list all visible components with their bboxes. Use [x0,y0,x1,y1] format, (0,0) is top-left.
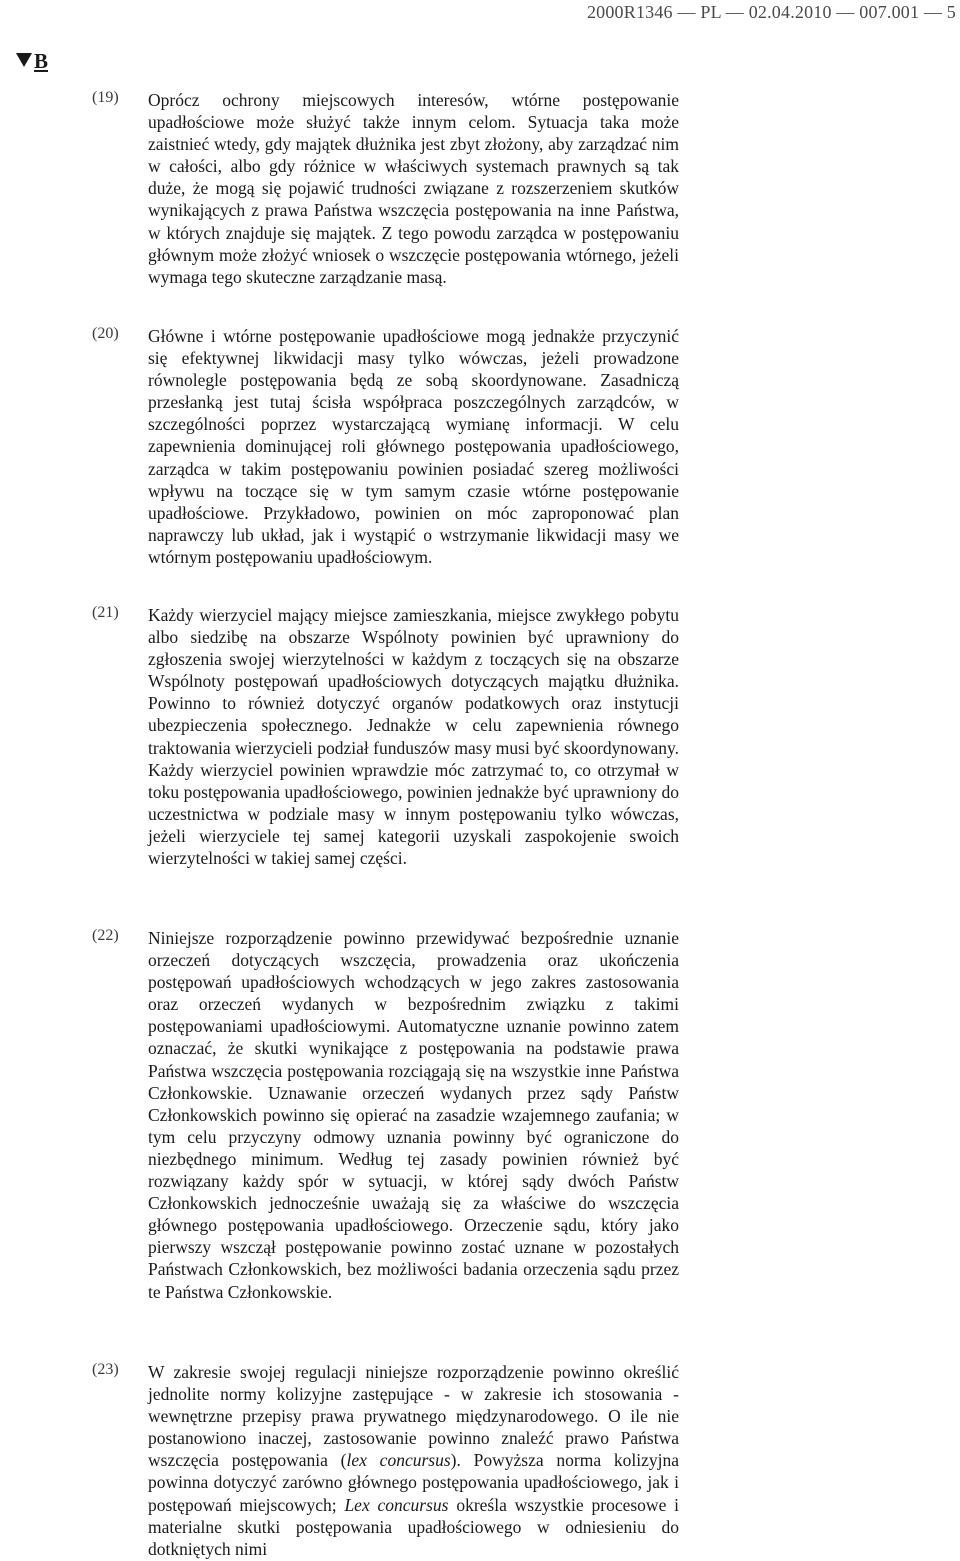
recital-text-part: ). Powyższa norma kolizyjna powinna dotyczyć zarówno głównego postępowania upadłościowego, jak i postępowań miejscowych; [148,1450,679,1515]
recital-number: (21) [92,604,119,621]
recital-number: (22) [92,927,119,944]
amendment-marker [16,49,48,74]
recital-text: Oprócz ochrony miejscowych interesów, wtórne postępowanie upadłościowe może służyć także innym celom. Sytuacja taka może zaistnieć wtedy, gdy majątek dłużnika jest zbyt złożony, aby zarządzać nim w całości, albo gdy różnice w właściwych systemach prawnych są tak duże, że mogą się pojawić trudności związane z rozszerzeniem skutków wynikających z prawa Państwa wszczęcia postępowania na inne Państwa, w których znajduje się majątek. Z tego powodu zarządca w postępowaniu głównym może złożyć wniosek o wszczęcie postępowania wtórnego, jeżeli wymaga tego skuteczne zarządzanie masą. [148,90,679,287]
latin-term: lex concursus [346,1450,451,1471]
document-reference-header: 2000R1346 — PL — 02.04.2010 — 007.001 — 5 [586,2,956,22]
latin-term: Lex concursus [344,1494,449,1515]
recital-number: (23) [92,1361,119,1378]
recital-text: Każdy wierzyciel mający miejsce zamieszkania, miejsce zwykłego pobytu albo siedzibę na obszarze Wspólnoty powinien być uprawniony do zgłoszenia swojej wierzytelności w każdym z toczących się na obszarze Wspólnoty postępowań upadłościowych dotyczących majątku dłużnika. Powinno to również dotyczyć organów podatkowych oraz instytucji ubezpieczenia społecznego. Jednakże w celu zapewnienia równego traktowania wierzycieli podział funduszów masy musi być skoordynowany. Każdy wierzyciel powinien wprawdzie móc zatrzymać to, co otrzymał w toku postępowania upadłościowego, powinien jednakże być uprawniony do uczestnictwa w podziale masy w innym postępowaniu tylko wówczas, jeżeli wierzyciele tej samej kategorii uzyskali zaspokojenie swoich wierzytelności w takiej samej części. [148,605,679,869]
recital-text-part: określa wszystkie procesowe i materialne skutki postępowania upadłościowego w odniesieniu do dotkniętych nimi [148,1494,680,1559]
recital-number: (20) [92,325,119,342]
triangle-down-icon [16,53,32,67]
recital-text: Niniejsze rozporządzenie powinno przewidywać bezpośrednie uznanie orzeczeń dotyczących wszczęcia, prowadzenia oraz ukończenia postępowań upadłościowych wchodzących w jego zakres zastosowania oraz orzeczeń wydanych w bezpośrednim związku z takimi postępowaniami upadłościowymi. Automatyczne uznanie powinno zatem oznaczać, że skutki wynikające z postępowania na podstawie prawa Państwa wszczęcia postępowania rozciągają się na wszystkie inne Państwa Członkowskie. Uznawanie orzeczeń wydanych przez sądy Państw Członkowskich powinno się opierać na zasadzie wzajemnego zaufania; w tym celu przyczyny odmowy uznania powinny być ograniczone do niezbędnego minimum. Według tej zasady powinien również być rozwiązany każdy spór w sytuacji, w której sądy dwóch Państw Członkowskich jednocześnie uważają się za właściwe do wszczęcia głównego postępowania upadłościowego. Orzeczenie sądu, który jako pierwszy wszczął postępowanie powinno zostać uznane w pozostałych Państwach Członkowskich, bez możliwości badania orzeczenia sądu przez te Państwa Członkowskie. [148,928,679,1302]
recital-number: (19) [92,89,119,106]
recital-text-part: W zakresie swojej regulacji niniejsze rozporządzenie powinno określić jednolite normy kolizyjne zastępujące - w zakresie ich stosowania - wewnętrzne przepisy prawa prywatnego międzynarodowego. O ile nie postanowiono inaczej, zastosowanie powinno znaleźć prawo Państwa wszczęcia postępowania ( [148,1362,679,1471]
recital-text [148,1361,679,1560]
recital-text: Główne i wtórne postępowanie upadłościowe mogą jednakże przyczynić się efektywnej likwidacji masy tylko wówczas, jeżeli prowadzone równolegle postępowania będą ze sobą skoordynowane. Zasadniczą przesłanką jest tutaj ścisła współpraca poszczególnych zarządców, w szczególności poprzez wystarczającą wymianę informacji. W celu zapewnienia dominującej roli głównego postępowania upadłościowego, zarządca w takim postępowaniu powinien posiadać szereg możliwości wpływu na toczące się w tym samym czasie wtórne postępowanie upadłościowe. Przykładowo, powinien on móc zaproponować plan naprawczy lub układ, jak i wystąpić o wstrzymanie likwidacji masy we wtórnym postępowaniu upadłościowym. [148,326,679,567]
amendment-marker-label: B [34,49,49,73]
